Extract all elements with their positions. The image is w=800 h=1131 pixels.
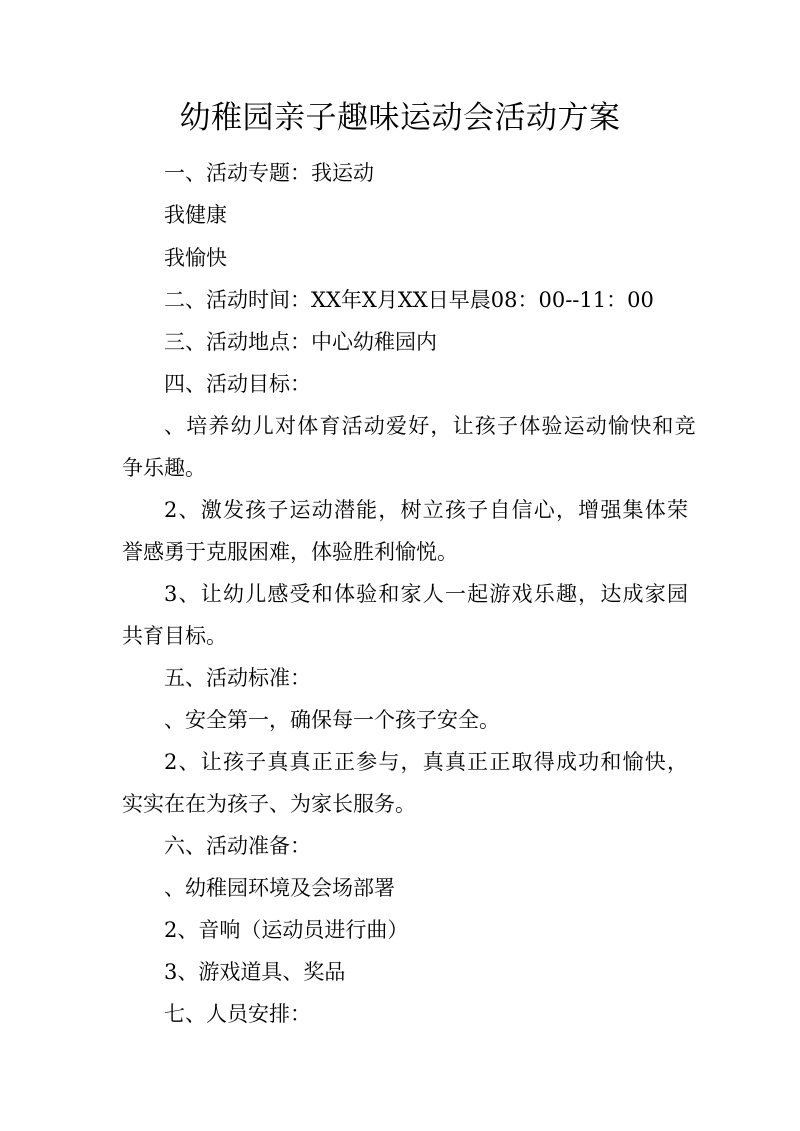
goal-3-line-1: 3、让幼儿感受和体验和家人一起游戏乐趣，达成家园 — [164, 582, 690, 606]
section-7-heading: 七、人员安排： — [164, 1002, 311, 1026]
principle-1: 、安全第一，确保每一个孩子安全。 — [164, 708, 500, 732]
theme-line-2: 我健康 — [164, 203, 227, 227]
goal-1-line-2: 争乐趣。 — [122, 456, 206, 480]
goal-2-line-1: 2、激发孩子运动潜能，树立孩子自信心，增强集体荣 — [164, 498, 690, 522]
principle-2-line-2: 实实在在为孩子、为家长服务。 — [122, 792, 416, 816]
prep-item-2: 2、音响（运动员进行曲） — [164, 918, 409, 942]
goal-2-line-2: 誉感勇于克服困难，体验胜利愉悦。 — [122, 540, 458, 564]
section-6-heading: 六、活动准备： — [164, 834, 311, 858]
theme-line-3: 我愉快 — [164, 246, 227, 270]
goal-1-line-1: 、培养幼儿对体育活动爱好，让孩子体验运动愉快和竞 — [164, 414, 697, 438]
section-2-time: 二、活动时间：XX年X月XX日早晨08：00--11：00 — [164, 288, 654, 312]
document-title: 幼稚园亲子趣味运动会活动方案 — [179, 100, 621, 136]
section-3-location: 三、活动地点：中心幼稚园内 — [164, 330, 437, 354]
prep-item-1: 、幼稚园环境及会场部署 — [164, 876, 395, 900]
section-1-heading: 一、活动专题：我运动 — [164, 161, 374, 185]
goal-3-line-2: 共育目标。 — [122, 624, 227, 648]
section-5-heading: 五、活动标准： — [164, 666, 311, 690]
section-4-heading: 四、活动目标： — [164, 372, 311, 396]
prep-item-3: 3、游戏道具、奖品 — [164, 960, 346, 984]
principle-2-line-1: 2、让孩子真真正正参与，真真正正取得成功和愉快， — [164, 750, 690, 774]
